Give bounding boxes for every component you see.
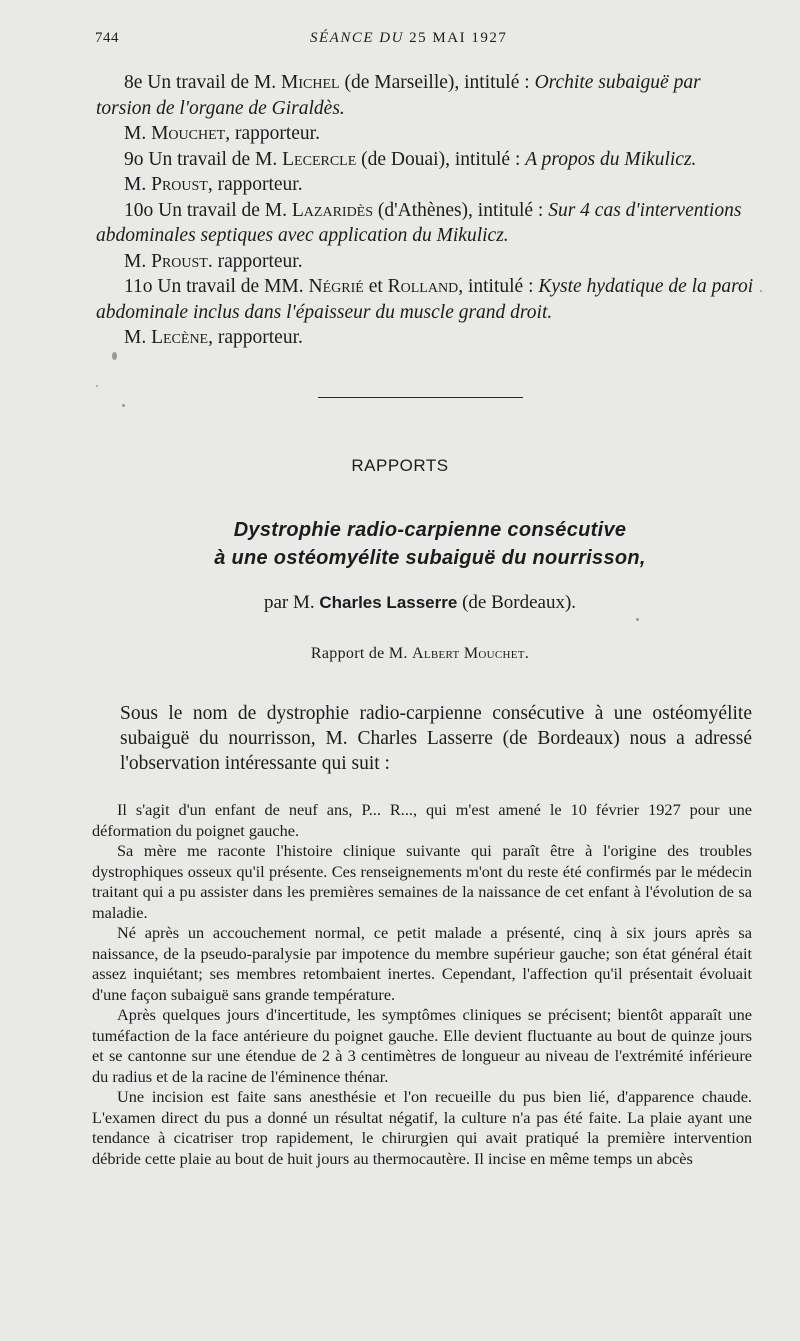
section-divider xyxy=(318,397,523,398)
paper-speck xyxy=(112,352,117,360)
session-works-list xyxy=(96,70,758,351)
list-item-10: 10o Un travail de M. Lazaridès (d'Athènes), intitulé : Sur 4 cas d'interventions abdominales septiques avec application du Mikulicz. xyxy=(96,199,742,246)
author-name: Charles Lasserre xyxy=(319,593,458,612)
observation-paragraph-3: Né après un accouchement normal, ce petit malade a présenté, cinq à six jours après sa naissance, de la pseudo-paralysie par impotence du membre supérieur gauche; son état général était assez inquiétant; ses membres retombaient inertes. Cependant, l'affection qu'il présentait évoluait d'une façon subaiguë sans grande température. xyxy=(92,923,752,1004)
rapporteur-line: Rapport de M. Albert Mouchet. xyxy=(310,645,530,662)
rapporteur-11: M. Lecène, rapporteur. xyxy=(124,327,303,348)
paper-speck xyxy=(636,618,639,621)
rapporteur-8: M. Mouchet, rapporteur. xyxy=(124,123,320,144)
article-title-line-1: Dystrophie radio-carpienne consécutive xyxy=(233,519,627,541)
list-item-8: 8e Un travail de M. Michel (de Marseille), intitulé : Orchite subaiguë par torsion de l'organe de Giraldès. xyxy=(96,72,701,119)
article-byline: par M. Charles Lasserre (de Bordeaux). xyxy=(263,592,577,613)
intro-paragraph: Sous le nom de dystrophie radio-carpienne consécutive à une ostéomyélite subaiguë du nourrisson, M. Charles Lasserre (de Bordeaux) nous a adressé l'observation intéressante qui suit : xyxy=(120,703,752,774)
running-head: SÉANCE DU 25 MAI 1927 xyxy=(310,30,508,46)
paper-speck xyxy=(96,385,98,387)
observation-paragraph-1: Il s'agit d'un enfant de neuf ans, P... R..., qui m'est amené le 10 février 1927 pour une déformation du poignet gauche. xyxy=(92,800,752,840)
paper-speck xyxy=(122,404,125,407)
article-title-line-2: à une ostéomyélite subaiguë du nourrisson, xyxy=(214,547,646,569)
article-title xyxy=(0,516,800,572)
observation-text xyxy=(92,800,752,1169)
observation-paragraph-2: Sa mère me raconte l'histoire clinique suivante qui paraît être à l'origine des troubles dystrophiques osseux qu'il présente. Ces renseignements m'ont du reste été confirmés par le médecin traitant qui a pu assister dans les premières semaines de la naissance de cet enfant à l'évolution de sa maladie. xyxy=(92,841,752,922)
page-header xyxy=(95,30,755,52)
paper-speck xyxy=(760,290,762,292)
list-item-9: 9o Un travail de M. Lecercle (de Douai), intitulé : A propos du Mikulicz. xyxy=(124,148,697,170)
page-number: 744 xyxy=(95,30,119,46)
section-heading: RAPPORTS xyxy=(351,456,449,475)
rapporteur-10: M. Proust. rapporteur. xyxy=(124,250,303,272)
observation-paragraph-4: Après quelques jours d'incertitude, les symptômes cliniques se précisent; bientôt apparaît une tuméfaction de la face antérieure du poignet gauche. Elle devient fluctuante au bout de quinze jours et se cantonne sur une étendue de 2 à 3 centimètres de longueur au niveau de l'extrémité inférieure du radius et de la racine de l'éminence thénar. xyxy=(92,1005,752,1086)
list-item-11: 11o Un travail de MM. Négrié et Rolland, intitulé : Kyste hydatique de la paroi abdominale inclus dans l'épaisseur du muscle grand droit. xyxy=(96,276,754,323)
report-intro xyxy=(120,701,752,776)
observation-paragraph-5: Une incision est faite sans anesthésie et l'on recueille du pus bien lié, d'apparence chaude. L'examen direct du pus a donné un résultat négatif, la culture n'a pas été faite. La plaie ayant une tendance à cicatriser trop rapidement, le chirurgien qui avait pratiqué la première intervention débride cette plaie au bout de huit jours au thermocautère. Il incise en même temps un abcès xyxy=(92,1087,752,1168)
rapporteur-9: M. Proust, rapporteur. xyxy=(124,174,303,195)
